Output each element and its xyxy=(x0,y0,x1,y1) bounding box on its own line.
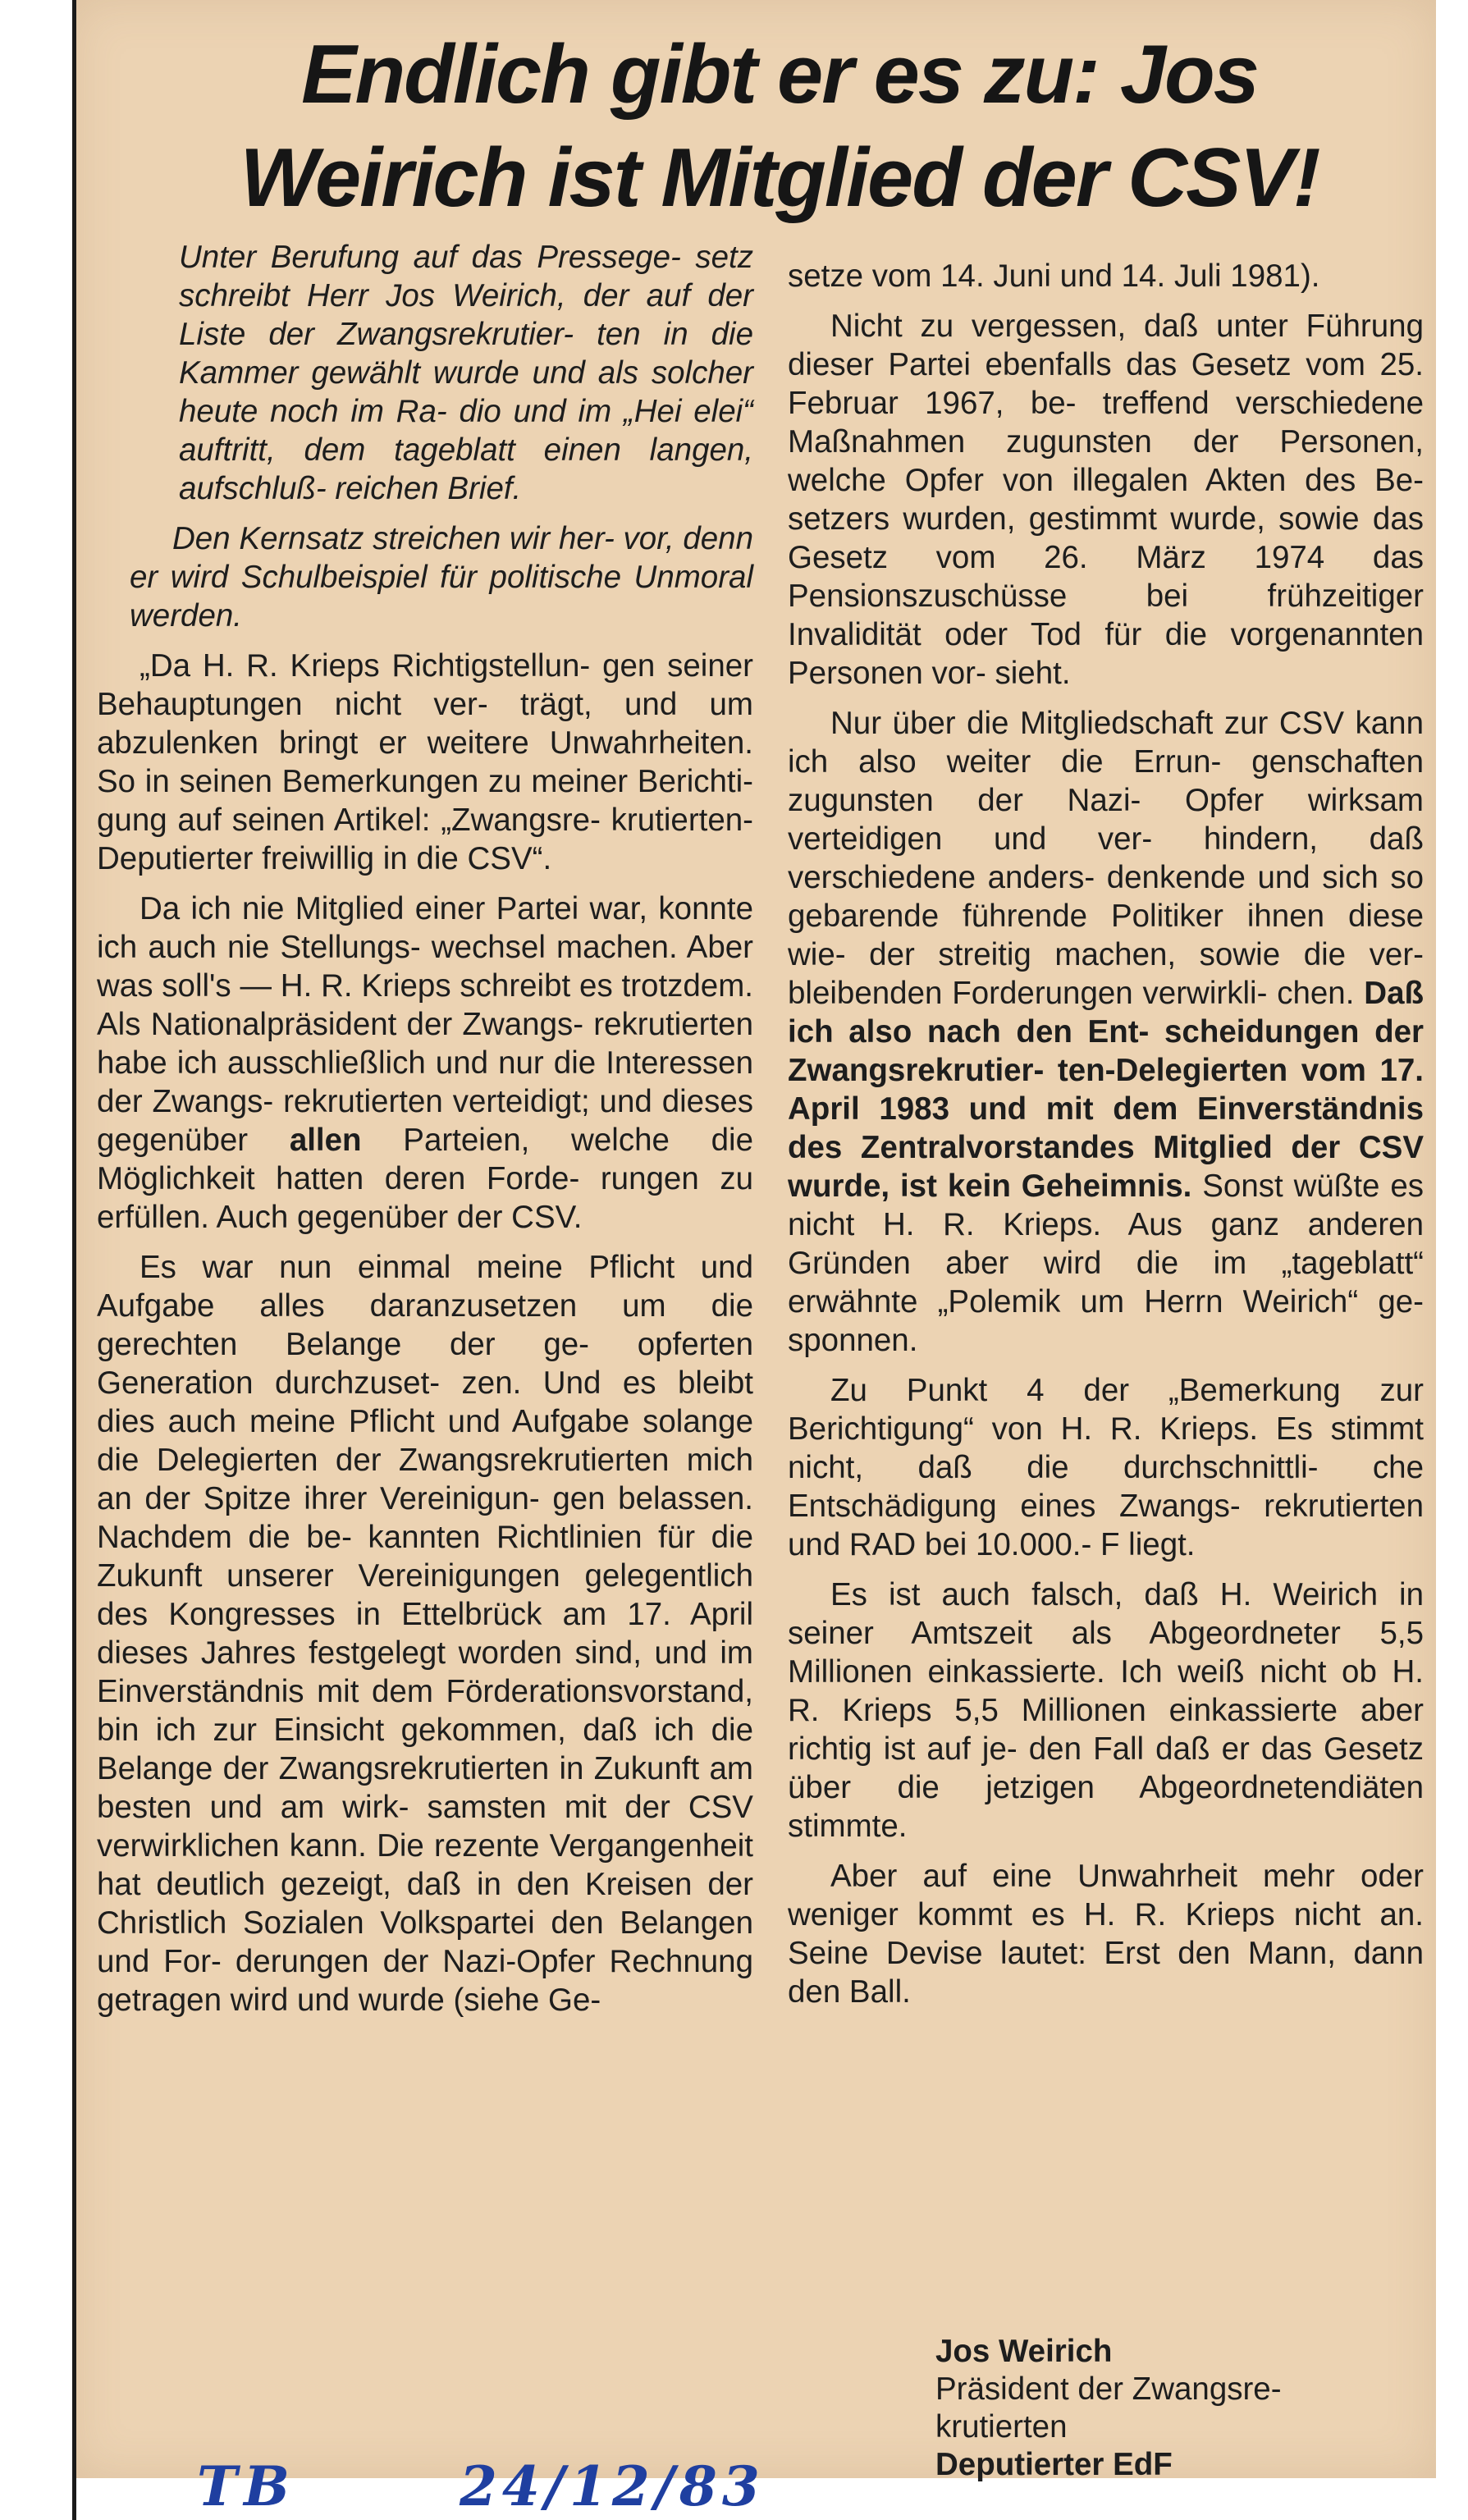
signature-name: Jos Weirich xyxy=(935,2334,1113,2369)
letter-paragraph-8: Aber auf eine Unwahrheit mehr oder weniger kommt es H. R. Krieps nicht an. Seine Devise lautet: Erst den Mann, dann den Ball. xyxy=(788,1859,1424,2010)
letter-paragraph-7: Es ist auch falsch, daß H. Weirich in seiner Amtszeit als Abgeordneter 5,5 Millionen einkassierte. Ich weiß nicht ob H. R. Krieps 5,5 Millionen einkassierte aber richtig ist auf je- den Fall daß er das Gesetz über die jetzigen Abgeordnetendiäten stimmte. xyxy=(788,1577,1424,1844)
letter-paragraph-5 xyxy=(788,704,1424,1360)
paragraph-5-text-a: Nur über die Mitgliedschaft zur CSV kann ich also weiter die Errun- genschaften zugunsten der Nazi- Opfer wirksam verteidigen und ver- hindern, daß verschiedene anders- denkende und sich so gebarende führende Politiker ihnen diese wie- der streitig machen, sowie die ver- bleibenden Forderungen verwirkli- chen. xyxy=(788,706,1424,1011)
letter-paragraph-3-continued: setze vom 14. Juni und 14. Juli 1981). xyxy=(788,258,1320,294)
handwritten-date: 24/12/83 xyxy=(460,2454,765,2518)
headline xyxy=(139,23,1420,230)
letter-paragraph-1: „Da H. R. Krieps Richtigstellun- gen seiner Behauptungen nicht ver- trägt, und um abzulenken bringt er weitere Unwahrheiten. So in seinen Bemerkungen zu meiner Berichti- gung auf seinen Artikel: „Zwangsre- krutierten-Deputierter freiwillig in die CSV“. xyxy=(97,648,753,876)
headline-line-2: Weirich ist Mitglied der CSV! xyxy=(240,132,1319,224)
letter-paragraph-3: Es war nun einmal meine Pflicht und Aufgabe alles daranzusetzen um die gerechten Belange der ge- opferten Generation durchzuset- zen. Und es bleibt dies auch meine Pflicht und Aufgabe solange die Delegierten der Zwangsrekrutierten mich an der Spitze ihrer Vereinigun- gen belassen. Nachdem die be- kannten Richtlinien für die Zukunft unserer Vereinigungen gelegentlich des Kongresses in Ettelbrück am 17. April dieses Jahres festgelegt worden sind, und im Einverständnis mit dem Förderationsvorstand, bin ich zur Einsicht gekommen, daß ich die Belange der Zwangsrekrutierten in Zukunft am besten und am wirk- samsten mit der CSV verwirklichen kann. Die rezente Vergangenheit hat deutlich gezeigt, daß in den Kreisen der Christlich Sozialen Volkspartei den Belangen und For- derungen der Nazi-Opfer Rechnung getragen wird und wurde (siehe Ge- xyxy=(97,1250,753,2018)
article-column-left xyxy=(97,238,753,2019)
article-column-right xyxy=(788,257,1424,2011)
signature-title-line-1: Präsident der Zwangsre- xyxy=(935,2371,1282,2407)
signature-block xyxy=(935,2333,1428,2484)
intro-paragraph-2: Den Kernsatz streichen wir her- vor, denn er wird Schulbeispiel für politische Unmoral werden. xyxy=(130,521,753,633)
paragraph-5-text-b: Sonst wüßte es nicht H. R. Krieps. Aus ganz anderen Gründen aber wird die im „tageblatt“ erwähnte „Polemik um Herrn Weirich“ ge- sponnen. xyxy=(788,1169,1425,1358)
letter-paragraph-4: Nicht zu vergessen, daß unter Führung dieser Partei ebenfalls das Gesetz vom 25. Februar 1967, be- treffend verschiedene Maßnahmen zugunsten der Personen, welche Opfer von illegalen Akten des Be- setzers wurden, gestimmt wurde, sowie das Gesetz vom 26. März 1974 das Pensionszuschüsse bei frühzeitiger Invalidität oder Tod für die vorgenannten Personen vor- sieht. xyxy=(788,309,1424,691)
handwritten-annotation xyxy=(197,2454,935,2519)
signature-role: Deputierter EdF xyxy=(935,2447,1173,2482)
signature-title-line-2: krutierten xyxy=(935,2409,1068,2445)
paragraph-2-text-a: Da ich nie Mitglied einer Partei war, konnte ich auch nie Stellungs- wechsel machen. Aber was soll's — H. R. Krieps schreibt es trotzdem. Als Nationalpräsident der Zwangs- rekrutierten habe ich ausschließlich und nur die Interessen der Zwangs- rekrutierten verteidigt; und dieses gegenüber xyxy=(97,891,753,1158)
paragraph-2-emphasis: allen xyxy=(289,1123,362,1158)
intro-paragraph-1: Unter Berufung auf das Pressege- setz schreibt Herr Jos Weirich, der auf der Liste der Zwangsrekrutier- ten in die Kammer gewählt wurde und als solcher heute noch im Ra- dio und im „Hei elei“ auftritt, dem tageblatt einen langen, aufschluß- reichen Brief. xyxy=(179,240,753,506)
paragraph-2-text-b: Parteien, welche die Möglichkeit hatten deren Forde- rungen zu erfüllen. Auch gegenüber der CSV. xyxy=(97,1123,753,1235)
handwritten-source: TB xyxy=(197,2454,296,2518)
headline-line-1: Endlich gibt er es zu: Jos xyxy=(301,29,1258,121)
column-rule xyxy=(72,0,76,2520)
letter-paragraph-2 xyxy=(97,890,753,1237)
paragraph-5-emphasis: Daß ich also nach den Ent- scheidungen der Zwangsrekrutier- ten-Delegierten vom 17. April 1983 und mit dem Einverständnis des Zentralvorstandes Mitglied der CSV wurde, ist kein Geheimnis. xyxy=(788,976,1425,1204)
letter-paragraph-6: Zu Punkt 4 der „Bemerkung zur Berichtigung“ von H. R. Krieps. Es stimmt nicht, daß die durchschnittli- che Entschädigung eines Zwangs- rekrutierten und RAD bei 10.000.- F liegt. xyxy=(788,1373,1424,1562)
